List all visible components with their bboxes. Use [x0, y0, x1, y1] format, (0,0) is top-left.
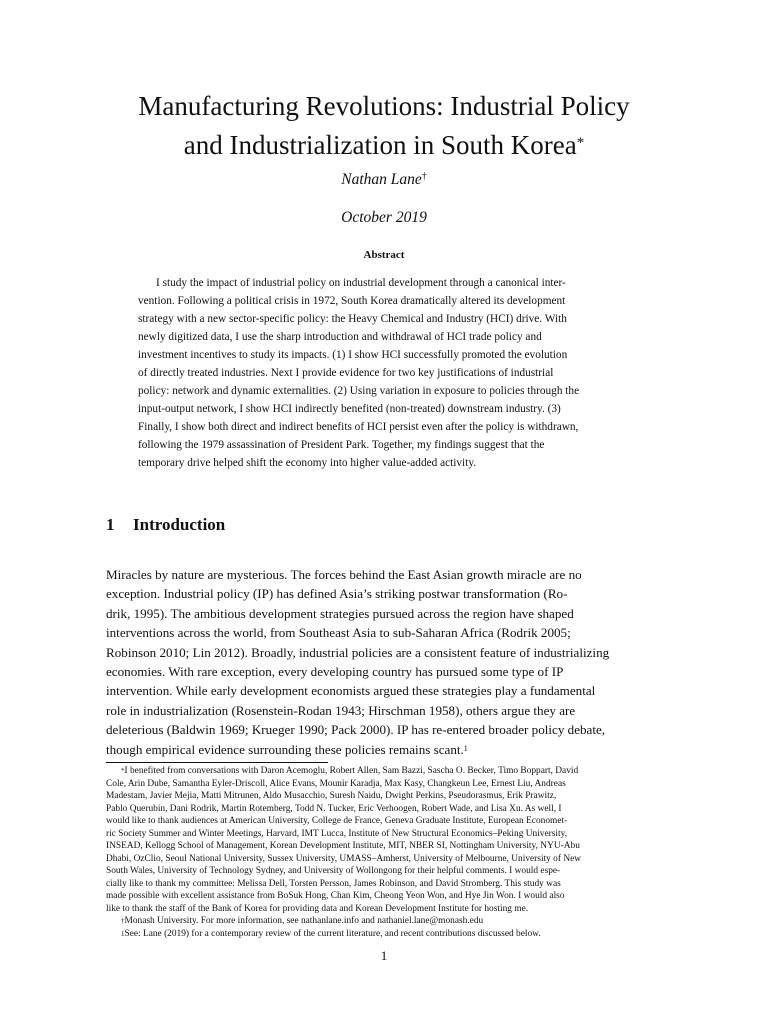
footnote-star-line-1: I benefited from conversations with Daron Acemoglu, Robert Allen, Sam Bazzi, Sascha O. Becker, Timo Boppart, David — [124, 766, 579, 776]
body-line: Robinson 2010; Lin 2012). Broadly, industrial policies are a consistent feature of industrializing — [106, 644, 610, 660]
abstract-line: newly digitized data, I use the sharp introduction and withdrawal of HCI trade policy and — [138, 331, 542, 343]
footnote-line: made possible with excellent assistance from BoSuk Hong, Chan Kim, Cheong Yeon Won, and Hye Jin Won. I would also — [106, 891, 565, 901]
abstract-line: policy: network and dynamic externalities. (2) Using variation in exposure to policies through the — [138, 385, 580, 397]
footnote-dagger — [106, 915, 662, 928]
footnote-line: would like to thank audiences at American University, College de France, Geneva Graduate Institute, European Economet- — [106, 816, 568, 826]
body-line: Miracles by nature are mysterious. The forces behind the East Asian growth miracle are no — [106, 567, 582, 582]
footnote-one-mark: 1 — [121, 929, 125, 938]
abstract-line: Finally, I show both direct and indirect benefits of HCI persist even after the policy is withdrawn, — [138, 421, 579, 433]
footnote-dagger-text: Monash University. For more information, see nathanlane.info and nathaniel.lane@monash.edu — [124, 916, 484, 926]
footnote-line: Pablo Querubin, Dani Rodrik, Martin Rotemberg, Todd N. Tucker, Eric Verhoogen, Robert Wade, and Lisa Xu. As well, I — [106, 803, 562, 814]
paper-date: October 2019 — [341, 209, 427, 226]
footnote-line: INSEAD, Kellogg School of Management, Korean Development Institute, MIT, NBER SI, Nottingham University, NYU-Abu — [106, 841, 580, 851]
footnote-dagger-mark: † — [121, 917, 125, 925]
body-line: economies. With rare exception, every developing country has pursued some type of IP — [106, 664, 564, 680]
footnote-one — [106, 928, 662, 941]
body-line: deleterious (Baldwin 1969; Krueger 1990; Pack 2000). IP has re-entered broader policy debate, — [106, 722, 606, 738]
abstract-line: I study the impact of industrial policy on industrial development through a canonical inter- — [156, 277, 566, 289]
footnote-line: cially like to thank my committee: Melissa Dell, Torsten Persson, James Robinson, and David Stromberg. This study was — [106, 878, 561, 889]
footnotes — [106, 765, 662, 940]
author-name-text: Nathan Lane — [341, 171, 422, 188]
footnote-line: ric Society Summer and Winter Meetings, Harvard, IMT Lucca, Institute of New Structural Economics–Peking University, — [106, 828, 568, 839]
title-line-2 — [0, 126, 768, 165]
title-footnote-mark: * — [576, 135, 585, 151]
body-line — [106, 740, 662, 759]
title-line-1: Manufacturing Revolutions: Industrial Policy — [138, 91, 630, 121]
abstract-line: investment incentives to study its impacts. (1) I show HCI successfully promoted the evolution — [138, 349, 568, 361]
footnote-line: like to thank the staff of the Bank of Korea for providing data and Korean Development Institute for hosting me. — [106, 903, 529, 914]
body-line: drik, 1995). The ambitious development strategies pursued across the region have shaped — [106, 605, 574, 621]
section-number: 1 — [106, 515, 115, 534]
abstract-line: strategy with a new sector-specific policy: the Heavy Chemical and Industry (HCI) drive. With — [138, 313, 567, 325]
abstract-heading: Abstract — [363, 249, 405, 261]
footnote-line — [106, 765, 662, 778]
body-line: role in industrialization (Rosenstein-Rodan 1943; Hirschman 1958), others argue they are — [106, 702, 576, 718]
page-number: 1 — [380, 948, 388, 963]
section-heading — [106, 515, 225, 535]
body-line: exception. Industrial policy (IP) has defined Asia’s striking postwar transformation (Ro- — [106, 586, 568, 602]
footnote-one-text: See: Lane (2019) for a contemporary review of the current literature, and recent contributions discussed below. — [124, 928, 541, 939]
abstract-line: of directly treated industries. Next I provide evidence for two key justifications of industrial — [138, 367, 554, 379]
body-footnote-mark: 1 — [463, 743, 468, 753]
footnote-line: South Wales, University of Technology Sydney, and University of Wollongong for their helpful comments. I would espe- — [106, 866, 561, 876]
body-last-line-text: though empirical evidence surrounding these policies remains scant. — [106, 741, 464, 757]
body-line: intervention. While early development economists argued these strategies play a fundamental — [106, 683, 596, 699]
abstract-line: following the 1979 assassination of President Park. Together, my findings suggest that the — [138, 439, 545, 451]
abstract-line: temporary drive helped shift the economy into higher value-added activity. — [138, 457, 477, 469]
footnote-line: Dhabi, OzClio, Seoul National University, Sussex University, UMASS–Amherst, University of Melbourne, University of New — [106, 853, 582, 864]
section-title: Introduction — [133, 515, 226, 534]
introduction-paragraph — [106, 565, 662, 759]
body-line: interventions across the world, from Southeast Asia to sub-Saharan Africa (Rodrik 2005; — [106, 625, 571, 641]
footnote-rule — [106, 762, 328, 763]
abstract-body — [138, 274, 630, 472]
footnote-line: Madestam, Javier Mejia, Matti Mitrunen, Aldo Musacchio, Suresh Naidu, Dwight Perkins, Pseudorasmus, Erik Prawitz, — [106, 791, 557, 801]
footnote-star-mark: * — [121, 767, 125, 775]
footnote-line: Cole, Arin Dube, Samantha Eyler-Driscoll, Alice Evans, Mounir Karadja, Max Kasy, Changkeun Lee, Ernest Liu, Andreas — [106, 778, 566, 789]
title-line-2-text: and Industrialization in South Korea — [183, 130, 577, 160]
abstract-line: vention. Following a political crisis in 1972, South Korea dramatically altered its development — [138, 295, 566, 307]
abstract-line: input-output network, I show HCI indirectly benefited (non-treated) downstream industry. (3) — [138, 403, 561, 415]
author-name — [0, 171, 768, 189]
paper-title — [0, 87, 768, 165]
author-footnote-mark: † — [421, 171, 427, 182]
